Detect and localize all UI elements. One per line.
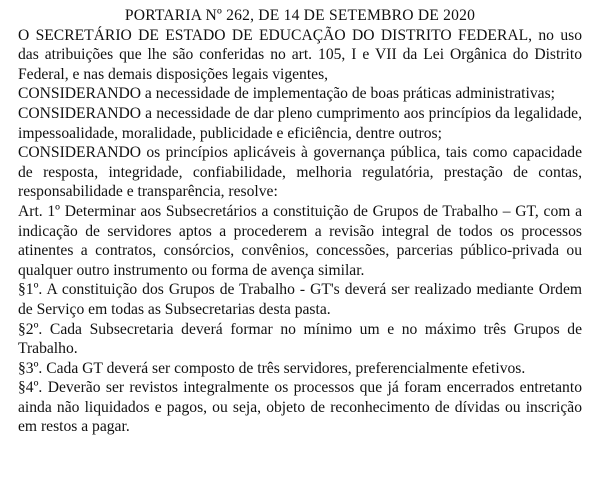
considerando-paragraph-2: CONSIDERANDO a necessidade de dar pleno cumprimento aos princípios da legalidade, impessoalidade, moralidade, publicidade e eficiência, dentre outros; [18,104,582,142]
article-1-paragraph: Art. 1º Determinar aos Subsecretários a constituição de Grupos de Trabalho – GT, com a indicação de servidores aptos a procederem a revisão integral de todos os processos atinentes a contratos, consórcios, convênios, concessões, parcerias público-privada ou qualquer outro instrumento ou forma de avença similar. [18,202,582,279]
considerando-paragraph-3: CONSIDERANDO os princípios aplicáveis à governança pública, tais como capacidade de resposta, integridade, confiabilidade, melhoria regulatória, prestação de contas, responsabilidade e transparência, resolve: [18,144,582,201]
document-page [18,6,582,437]
preamble-paragraph: O SECRETÁRIO DE ESTADO DE EDUCAÇÃO DO DISTRITO FEDERAL, no uso das atribuições que lhe são conferidas no art. 105, I e VII da Lei Orgânica do Distrito Federal, e nas demais disposições legais vigentes, [18,26,582,83]
considerando-paragraph-1: CONSIDERANDO a necessidade de implementação de boas práticas administrativas; [18,85,555,103]
section-2-paragraph: §2º. Cada Subsecretaria deverá formar no mínimo um e no máximo três Grupos de Trabalho. [18,320,582,358]
document-title: PORTARIA Nº 262, DE 14 DE SETEMBRO DE 2020 [124,7,476,24]
section-4-paragraph: §4º. Deverão ser revistos integralmente os processos que já foram encerrados entretanto ainda não liquidados e pagos, ou seja, objeto de reconhecimento de dívidas ou inscrição em restos a pagar. [18,379,582,436]
section-3-paragraph: §3º. Cada GT deverá ser composto de três servidores, preferencialmente efetivos. [18,359,526,377]
section-1-paragraph: §1º. A constituição dos Grupos de Trabalho - GT's deverá ser realizado mediante Ordem de Serviço em todas as Subsecretarias desta pasta. [18,281,582,318]
